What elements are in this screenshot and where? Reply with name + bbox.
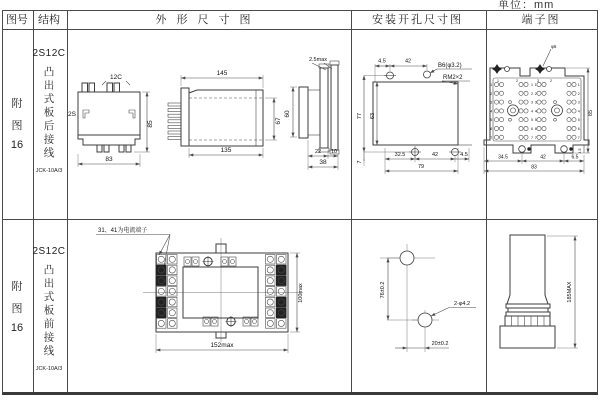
terminal-drawing-row1 bbox=[483, 28, 597, 218]
dim-67: 67 bbox=[275, 117, 282, 125]
terminal-hole bbox=[524, 91, 528, 95]
terminal-hole bbox=[554, 118, 557, 121]
model-label: 2S12C bbox=[32, 48, 66, 59]
dim-t83: 83 bbox=[531, 164, 537, 171]
terminal-hole bbox=[169, 278, 175, 284]
pair-number: 1 bbox=[534, 83, 537, 87]
row-number: 4 bbox=[490, 109, 493, 114]
terminal-hole bbox=[567, 100, 571, 104]
dim-65: 6.5 bbox=[571, 154, 579, 161]
row-number: 1 bbox=[577, 83, 580, 87]
terminal-hole bbox=[169, 256, 175, 262]
terminal-hole bbox=[499, 126, 503, 130]
r2-strip-right bbox=[266, 255, 287, 329]
terminal-hole bbox=[572, 91, 576, 95]
dim-foot: 4.5 bbox=[578, 148, 582, 154]
terminal-hole bbox=[267, 267, 273, 273]
terminal-hole bbox=[524, 82, 528, 86]
row-number: 5 bbox=[577, 118, 580, 123]
terminal-hole bbox=[499, 109, 503, 113]
terminal-hole bbox=[534, 135, 541, 140]
outline-drawing-row2 bbox=[66, 218, 350, 395]
header-mounting: 安装开孔尺寸图 bbox=[372, 14, 463, 26]
terminal-hole bbox=[499, 91, 503, 95]
terminal-hole bbox=[499, 118, 503, 122]
drill-dims bbox=[380, 258, 476, 348]
header-outline: 外形尺寸图 bbox=[155, 14, 261, 26]
front-view bbox=[68, 74, 154, 167]
pair-number: 5 bbox=[534, 118, 537, 123]
header-terminal: 端子图 bbox=[521, 14, 561, 26]
dim-22: 22 bbox=[314, 149, 322, 155]
dim-145: 145 bbox=[216, 70, 228, 77]
fig-char: 16 bbox=[10, 321, 24, 334]
board-front-view bbox=[143, 238, 303, 342]
terminal-hole bbox=[524, 118, 528, 122]
terminal-hole bbox=[278, 288, 284, 294]
row-number: 2 bbox=[577, 91, 580, 96]
dim-38: 38 bbox=[319, 159, 327, 166]
row-number: 3 bbox=[577, 100, 580, 105]
dim-20: 20±0.2 bbox=[431, 341, 449, 347]
dim-bot-45: 4.5 bbox=[460, 152, 468, 158]
pair-number: 6 bbox=[534, 127, 537, 131]
row-number: 7 bbox=[490, 135, 493, 140]
pair-number: 6 bbox=[531, 127, 533, 131]
dim-100max: 100max bbox=[298, 283, 304, 303]
terminal-hole bbox=[524, 126, 528, 130]
dim-2s: 2S bbox=[68, 111, 76, 118]
dim-10: 10 bbox=[330, 149, 338, 155]
terminal-hole bbox=[572, 100, 576, 104]
terminal-hole bbox=[534, 91, 541, 96]
terminal-hole bbox=[494, 109, 498, 113]
row-number: 5 bbox=[490, 118, 493, 123]
r1-terminal-grid bbox=[490, 82, 580, 139]
row-number: 1 bbox=[490, 83, 493, 87]
col-number: 2 bbox=[516, 79, 518, 83]
terminal-hole bbox=[158, 288, 164, 294]
terminal-hole bbox=[169, 320, 175, 326]
terminal-hole bbox=[267, 299, 273, 305]
row-number: 7 bbox=[577, 135, 580, 140]
unit-note: 单位：mm bbox=[498, 0, 555, 11]
terminal-hole bbox=[519, 109, 523, 113]
terminal-hole bbox=[169, 267, 175, 273]
terminal-hole bbox=[509, 118, 512, 121]
terminal-hole bbox=[534, 118, 541, 123]
dim-top-42: 42 bbox=[404, 58, 412, 65]
terminal-hole bbox=[542, 100, 546, 104]
terminal-hole bbox=[572, 109, 576, 113]
terminal-hole bbox=[567, 126, 571, 130]
pair-number: 7 bbox=[534, 135, 537, 140]
fig-char: 16 bbox=[10, 139, 24, 151]
dim-25max: 2.5max bbox=[308, 57, 328, 63]
dim-77: 77 bbox=[357, 112, 363, 120]
terminal-hole bbox=[534, 82, 541, 87]
header-fig-no: 图号 bbox=[6, 14, 28, 26]
rivet-icon bbox=[536, 65, 544, 73]
fig-char: 图 bbox=[11, 302, 23, 315]
terminal-hole bbox=[542, 109, 546, 113]
dim-325: 32.5 bbox=[394, 152, 406, 158]
terminal-hole bbox=[278, 256, 284, 262]
terminal-hole bbox=[169, 310, 175, 316]
terminal-hole bbox=[567, 135, 571, 139]
terminal-hole bbox=[567, 91, 571, 95]
terminal-hole bbox=[499, 100, 503, 104]
terminal-hole bbox=[494, 118, 498, 122]
model-label: 2S12C bbox=[32, 246, 66, 257]
row-number: 6 bbox=[490, 127, 493, 131]
terminal-hole bbox=[509, 101, 512, 104]
terminal-hole bbox=[494, 100, 498, 104]
terminal-hole bbox=[534, 126, 541, 131]
terminal-hole bbox=[519, 91, 523, 95]
terminal-hole bbox=[567, 109, 571, 113]
current-terminal-note: 31、41为电流端子 bbox=[98, 228, 148, 234]
terminal-hole bbox=[267, 320, 273, 326]
terminal-hole bbox=[524, 100, 528, 104]
pair-number: 4 bbox=[534, 109, 537, 114]
outline-drawing-row1 bbox=[66, 28, 350, 218]
terminal-hole bbox=[572, 135, 576, 139]
relay-type: JCK-10A/3 bbox=[35, 365, 63, 372]
pair-number: 3 bbox=[531, 100, 533, 105]
terminal-hole bbox=[524, 135, 528, 139]
terminal-hole bbox=[524, 109, 528, 113]
relay-type: JCK-10A/3 bbox=[35, 167, 63, 174]
rivet-label: φ6 bbox=[551, 44, 557, 49]
pair-number: 2 bbox=[534, 91, 537, 96]
terminal-hole bbox=[519, 126, 523, 130]
dim-63: 63 bbox=[370, 112, 376, 120]
terminal-hole bbox=[542, 91, 546, 95]
dim-345: 34.5 bbox=[498, 154, 508, 161]
dim-135: 135 bbox=[220, 147, 232, 154]
dim-185max: 185MAX bbox=[567, 281, 573, 303]
stud-spec-label: RM2×2 bbox=[443, 75, 463, 81]
rivet-icon bbox=[493, 65, 501, 73]
terminal-hole bbox=[542, 118, 546, 122]
terminal-hole bbox=[494, 82, 498, 86]
col-number: 1 bbox=[497, 79, 499, 83]
mounting-drawing-row2 bbox=[350, 218, 485, 395]
mounting-dims bbox=[357, 59, 472, 175]
terminal-hole bbox=[267, 256, 273, 262]
terminal-hole bbox=[567, 118, 571, 122]
dim-152max: 152max bbox=[210, 342, 234, 349]
row-number: 4 bbox=[577, 109, 580, 114]
header-structure: 结构 bbox=[38, 14, 60, 26]
fig-char: 附 bbox=[11, 98, 23, 110]
dim-60: 60 bbox=[284, 110, 291, 118]
dim-t42: 42 bbox=[540, 154, 546, 161]
terminal-hole bbox=[519, 135, 523, 139]
terminal-hole bbox=[542, 135, 546, 139]
row-number: 6 bbox=[577, 127, 580, 131]
row-number: 2 bbox=[490, 91, 493, 96]
side-view bbox=[168, 70, 282, 158]
fig-no-row2 bbox=[2, 218, 32, 393]
terminal-hole bbox=[519, 82, 523, 86]
dim-83: 83 bbox=[105, 156, 113, 163]
dim-t85: 85 bbox=[588, 109, 594, 117]
terminal-hole bbox=[572, 118, 576, 122]
pair-number: 1 bbox=[531, 83, 533, 87]
col-number: 3 bbox=[537, 79, 539, 83]
terminal-hole bbox=[169, 288, 175, 294]
fig-no-row1 bbox=[2, 28, 32, 218]
dim-85: 85 bbox=[147, 120, 154, 128]
hole-spec-label: B6(φ3.2) bbox=[438, 63, 462, 69]
terminal-hole bbox=[519, 118, 523, 122]
terminal-hole bbox=[267, 310, 273, 316]
pair-number: 7 bbox=[531, 135, 533, 140]
mounting-drawing-row1 bbox=[350, 28, 485, 218]
col-number: 2 bbox=[550, 79, 552, 83]
terminal-hole bbox=[554, 101, 557, 104]
pair-number: 4 bbox=[531, 109, 533, 114]
dim-12c: 12C bbox=[110, 74, 122, 81]
terminal-hole bbox=[158, 320, 164, 326]
height-dim bbox=[547, 236, 578, 348]
dim-bot-42: 42 bbox=[431, 152, 439, 158]
terminal-hole bbox=[534, 100, 541, 105]
pair-number: 3 bbox=[534, 100, 537, 105]
terminal-hole bbox=[572, 82, 576, 86]
terminal-hole bbox=[519, 100, 523, 104]
row-number: 3 bbox=[490, 100, 493, 105]
dim-7: 7 bbox=[357, 160, 363, 164]
fig-char: 图 bbox=[11, 120, 23, 132]
dim-76: 76±0.2 bbox=[380, 281, 386, 299]
terminal-hole bbox=[158, 256, 164, 262]
terminal-hole bbox=[572, 126, 576, 130]
hole-dia-label: 2-φ4.2 bbox=[453, 301, 471, 307]
terminal-drawing-row2 bbox=[483, 218, 597, 395]
terminal-hole bbox=[278, 320, 284, 326]
terminal-hole bbox=[267, 288, 273, 294]
terminal-hole bbox=[499, 135, 503, 139]
terminal-hole bbox=[567, 82, 571, 86]
pair-number: 2 bbox=[531, 91, 533, 96]
terminal-hole bbox=[494, 126, 498, 130]
structure-row1 bbox=[32, 28, 66, 218]
fig-char: 附 bbox=[11, 280, 23, 293]
structure-desc: 凸出式板后接线 bbox=[42, 66, 55, 161]
terminal-hole bbox=[542, 82, 546, 86]
relay-side-profile bbox=[500, 235, 555, 348]
terminal-hole bbox=[499, 82, 503, 86]
terminal-hole bbox=[494, 91, 498, 95]
structure-desc: 凸出式板前接线 bbox=[42, 264, 55, 359]
terminal-hole bbox=[267, 278, 273, 284]
terminal-hole bbox=[542, 126, 546, 130]
drill-holes bbox=[380, 244, 439, 352]
r2-strip-left bbox=[157, 255, 178, 329]
dim-79: 79 bbox=[417, 164, 425, 170]
terminal-hole bbox=[494, 135, 498, 139]
pair-number: 5 bbox=[531, 118, 533, 123]
terminal-hole bbox=[169, 299, 175, 305]
structure-row2 bbox=[32, 218, 66, 393]
dim-top-45: 4.5 bbox=[378, 58, 386, 65]
panel-view bbox=[284, 57, 339, 170]
terminal-hole bbox=[534, 109, 541, 114]
